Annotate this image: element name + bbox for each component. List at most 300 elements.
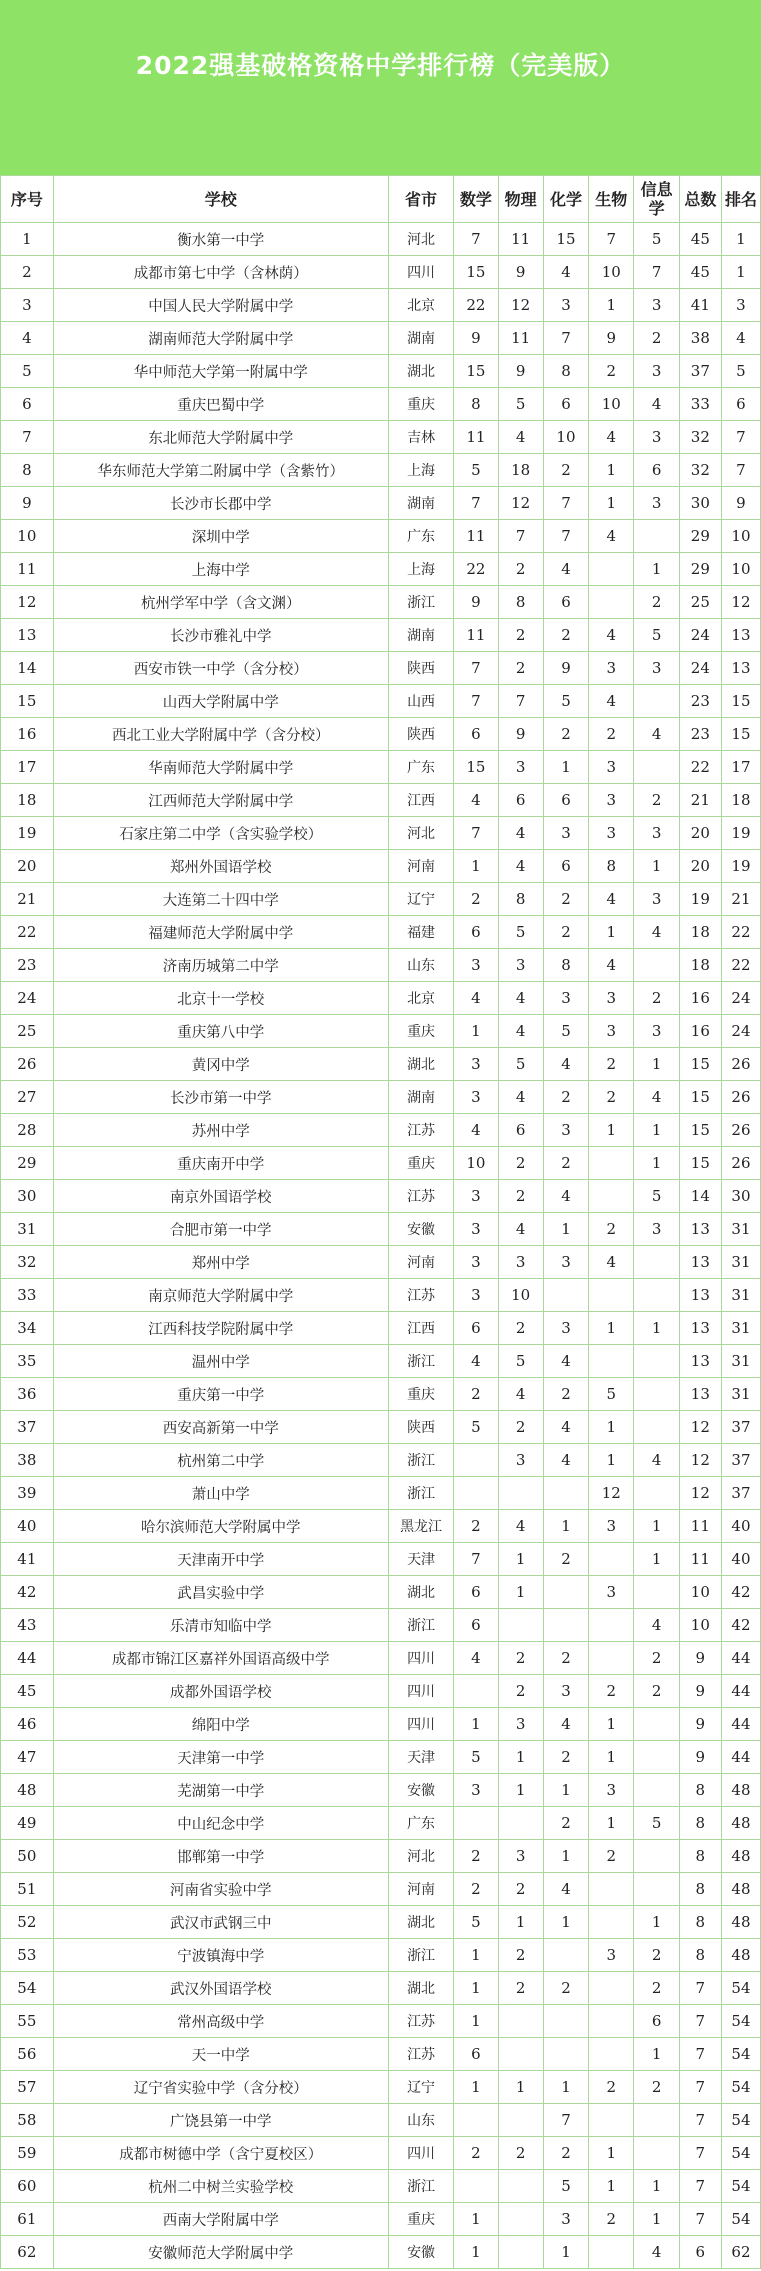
province: 浙江 (388, 1477, 453, 1510)
informatics-count: 7 (634, 256, 679, 289)
province: 吉林 (388, 421, 453, 454)
physics-count: 4 (498, 1378, 543, 1411)
rank: 48 (721, 1939, 760, 1972)
informatics-count: 3 (634, 289, 679, 322)
physics-count: 4 (498, 1015, 543, 1048)
school-name: 西北工业大学附属中学（含分校） (53, 718, 388, 751)
physics-count (498, 2236, 543, 2269)
math-count: 3 (454, 1048, 498, 1081)
table-row (1, 1015, 761, 1048)
biology-count: 1 (589, 1708, 634, 1741)
header-rank: 排名 (721, 176, 760, 223)
school-name: 华南师范大学附属中学 (53, 751, 388, 784)
chemistry-count: 4 (543, 256, 588, 289)
math-count (454, 2104, 498, 2137)
biology-count (589, 2236, 634, 2269)
total-count: 25 (679, 586, 721, 619)
chemistry-count: 2 (543, 1543, 588, 1576)
biology-count (589, 1642, 634, 1675)
province: 四川 (388, 1675, 453, 1708)
physics-count: 2 (498, 1312, 543, 1345)
math-count: 5 (454, 454, 498, 487)
biology-count: 4 (589, 949, 634, 982)
total-count: 13 (679, 1345, 721, 1378)
informatics-count: 1 (634, 553, 679, 586)
chemistry-count: 10 (543, 421, 588, 454)
province: 四川 (388, 2137, 453, 2170)
informatics-count (634, 1708, 679, 1741)
row-index: 7 (1, 421, 54, 454)
table-row (1, 1279, 761, 1312)
title-banner (0, 0, 761, 175)
biology-count: 3 (589, 817, 634, 850)
informatics-count: 3 (634, 1213, 679, 1246)
table-row (1, 718, 761, 751)
province: 四川 (388, 1708, 453, 1741)
math-count: 1 (454, 850, 498, 883)
chemistry-count: 2 (543, 916, 588, 949)
physics-count (498, 2005, 543, 2038)
biology-count: 2 (589, 2071, 634, 2104)
row-index: 42 (1, 1576, 54, 1609)
physics-count: 11 (498, 223, 543, 256)
table-row (1, 2104, 761, 2137)
chemistry-count: 8 (543, 949, 588, 982)
province: 山东 (388, 949, 453, 982)
rank: 31 (721, 1312, 760, 1345)
math-count: 7 (454, 685, 498, 718)
informatics-count (634, 1774, 679, 1807)
chemistry-count (543, 1939, 588, 1972)
row-index: 3 (1, 289, 54, 322)
physics-count: 8 (498, 883, 543, 916)
row-index: 60 (1, 2170, 54, 2203)
rank: 26 (721, 1114, 760, 1147)
rank: 10 (721, 520, 760, 553)
physics-count: 1 (498, 1543, 543, 1576)
school-name: 长沙市长郡中学 (53, 487, 388, 520)
total-count: 29 (679, 553, 721, 586)
biology-count: 1 (589, 1114, 634, 1147)
school-name: 南京外国语学校 (53, 1180, 388, 1213)
school-name: 绵阳中学 (53, 1708, 388, 1741)
math-count: 4 (454, 784, 498, 817)
table-header (1, 176, 761, 223)
rank: 42 (721, 1576, 760, 1609)
province: 河北 (388, 223, 453, 256)
math-count (454, 2170, 498, 2203)
total-count: 15 (679, 1114, 721, 1147)
province: 陕西 (388, 652, 453, 685)
rank: 54 (721, 2170, 760, 2203)
math-count: 10 (454, 1147, 498, 1180)
school-name: 天一中学 (53, 2038, 388, 2071)
province: 河南 (388, 1873, 453, 1906)
total-count: 24 (679, 652, 721, 685)
row-index: 4 (1, 322, 54, 355)
row-index: 55 (1, 2005, 54, 2038)
chemistry-count (543, 2005, 588, 2038)
row-index: 26 (1, 1048, 54, 1081)
biology-count: 2 (589, 1675, 634, 1708)
row-index: 24 (1, 982, 54, 1015)
table-row (1, 1741, 761, 1774)
math-count: 6 (454, 718, 498, 751)
school-name: 成都外国语学校 (53, 1675, 388, 1708)
physics-count: 7 (498, 520, 543, 553)
chemistry-count: 7 (543, 487, 588, 520)
math-count: 5 (454, 1741, 498, 1774)
biology-count (589, 2005, 634, 2038)
total-count: 8 (679, 1807, 721, 1840)
total-count: 18 (679, 916, 721, 949)
table-row (1, 421, 761, 454)
biology-count: 4 (589, 883, 634, 916)
row-index: 50 (1, 1840, 54, 1873)
physics-count: 18 (498, 454, 543, 487)
row-index: 17 (1, 751, 54, 784)
chemistry-count: 3 (543, 1675, 588, 1708)
school-name: 广饶县第一中学 (53, 2104, 388, 2137)
math-count (454, 1444, 498, 1477)
physics-count: 2 (498, 1972, 543, 2005)
rank: 37 (721, 1444, 760, 1477)
informatics-count: 1 (634, 850, 679, 883)
physics-count: 5 (498, 388, 543, 421)
school-name: 成都市锦江区嘉祥外国语高级中学 (53, 1642, 388, 1675)
chemistry-count: 7 (543, 520, 588, 553)
row-index: 5 (1, 355, 54, 388)
total-count: 32 (679, 421, 721, 454)
school-name: 东北师范大学附属中学 (53, 421, 388, 454)
biology-count (589, 2038, 634, 2071)
biology-count: 3 (589, 751, 634, 784)
total-count: 7 (679, 2170, 721, 2203)
table-row (1, 322, 761, 355)
row-index: 61 (1, 2203, 54, 2236)
school-name: 宁波镇海中学 (53, 1939, 388, 1972)
school-name: 华中师范大学第一附属中学 (53, 355, 388, 388)
total-count: 21 (679, 784, 721, 817)
informatics-count (634, 1840, 679, 1873)
table-row (1, 685, 761, 718)
informatics-count: 1 (634, 1312, 679, 1345)
rank: 48 (721, 1807, 760, 1840)
school-name: 天津第一中学 (53, 1741, 388, 1774)
chemistry-count: 2 (543, 454, 588, 487)
table-row (1, 1114, 761, 1147)
biology-count: 1 (589, 2170, 634, 2203)
rank: 4 (721, 322, 760, 355)
total-count: 13 (679, 1246, 721, 1279)
row-index: 46 (1, 1708, 54, 1741)
math-count: 7 (454, 652, 498, 685)
school-name: 长沙市第一中学 (53, 1081, 388, 1114)
province: 浙江 (388, 586, 453, 619)
chemistry-count: 1 (543, 2236, 588, 2269)
informatics-count: 3 (634, 1015, 679, 1048)
physics-count: 1 (498, 1774, 543, 1807)
table-row (1, 1873, 761, 1906)
informatics-count: 2 (634, 1675, 679, 1708)
province: 天津 (388, 1741, 453, 1774)
province: 上海 (388, 553, 453, 586)
math-count: 3 (454, 1180, 498, 1213)
school-name: 郑州中学 (53, 1246, 388, 1279)
table-row (1, 2203, 761, 2236)
biology-count: 5 (589, 1378, 634, 1411)
physics-count: 3 (498, 1444, 543, 1477)
school-name: 重庆第一中学 (53, 1378, 388, 1411)
school-name: 合肥市第一中学 (53, 1213, 388, 1246)
biology-count: 3 (589, 1939, 634, 1972)
informatics-count: 1 (634, 1510, 679, 1543)
biology-count: 3 (589, 1576, 634, 1609)
math-count: 3 (454, 1081, 498, 1114)
total-count: 8 (679, 1840, 721, 1873)
school-name: 石家庄第二中学（含实验学校） (53, 817, 388, 850)
biology-count: 2 (589, 1840, 634, 1873)
province: 江苏 (388, 2038, 453, 2071)
math-count: 7 (454, 487, 498, 520)
informatics-count: 4 (634, 718, 679, 751)
province: 广东 (388, 751, 453, 784)
physics-count: 4 (498, 1510, 543, 1543)
school-name: 武昌实验中学 (53, 1576, 388, 1609)
chemistry-count: 2 (543, 1642, 588, 1675)
row-index: 35 (1, 1345, 54, 1378)
chemistry-count: 5 (543, 685, 588, 718)
rank: 15 (721, 718, 760, 751)
rank: 19 (721, 850, 760, 883)
table-row (1, 1444, 761, 1477)
row-index: 38 (1, 1444, 54, 1477)
informatics-count: 1 (634, 1114, 679, 1147)
informatics-count: 4 (634, 1444, 679, 1477)
total-count: 45 (679, 256, 721, 289)
informatics-count (634, 1345, 679, 1378)
chemistry-count: 4 (543, 1873, 588, 1906)
rank: 15 (721, 685, 760, 718)
math-count (454, 1807, 498, 1840)
biology-count: 7 (589, 223, 634, 256)
math-count (454, 1477, 498, 1510)
informatics-count (634, 2104, 679, 2137)
table-row (1, 2071, 761, 2104)
row-index: 53 (1, 1939, 54, 1972)
row-index: 45 (1, 1675, 54, 1708)
rank: 22 (721, 916, 760, 949)
province: 湖北 (388, 355, 453, 388)
province: 重庆 (388, 388, 453, 421)
total-count: 23 (679, 685, 721, 718)
row-index: 8 (1, 454, 54, 487)
table-row (1, 883, 761, 916)
chemistry-count: 3 (543, 1312, 588, 1345)
math-count: 7 (454, 1543, 498, 1576)
school-name: 华东师范大学第二附属中学（含紫竹） (53, 454, 388, 487)
row-index: 14 (1, 652, 54, 685)
header-province: 省市 (388, 176, 453, 223)
total-count: 16 (679, 1015, 721, 1048)
province: 湖北 (388, 1576, 453, 1609)
informatics-count: 1 (634, 2038, 679, 2071)
province: 江苏 (388, 2005, 453, 2038)
province: 上海 (388, 454, 453, 487)
rank: 54 (721, 2104, 760, 2137)
biology-count: 9 (589, 322, 634, 355)
biology-count: 10 (589, 256, 634, 289)
chemistry-count: 6 (543, 784, 588, 817)
total-count: 14 (679, 1180, 721, 1213)
table-row (1, 784, 761, 817)
biology-count: 12 (589, 1477, 634, 1510)
physics-count: 2 (498, 1642, 543, 1675)
rank: 31 (721, 1246, 760, 1279)
math-count: 9 (454, 322, 498, 355)
province: 湖南 (388, 322, 453, 355)
math-count: 6 (454, 916, 498, 949)
chemistry-count: 2 (543, 883, 588, 916)
rank: 48 (721, 1873, 760, 1906)
biology-count: 4 (589, 421, 634, 454)
table-row (1, 2236, 761, 2269)
math-count: 3 (454, 1279, 498, 1312)
total-count: 37 (679, 355, 721, 388)
informatics-count (634, 1576, 679, 1609)
informatics-count: 4 (634, 1081, 679, 1114)
province: 江苏 (388, 1180, 453, 1213)
row-index: 23 (1, 949, 54, 982)
table-row (1, 355, 761, 388)
physics-count: 4 (498, 982, 543, 1015)
rank: 40 (721, 1510, 760, 1543)
school-name: 安徽师范大学附属中学 (53, 2236, 388, 2269)
chemistry-count: 6 (543, 850, 588, 883)
school-name: 中国人民大学附属中学 (53, 289, 388, 322)
informatics-count (634, 520, 679, 553)
row-index: 54 (1, 1972, 54, 2005)
biology-count (589, 1972, 634, 2005)
total-count: 15 (679, 1048, 721, 1081)
total-count: 33 (679, 388, 721, 421)
physics-count: 4 (498, 1213, 543, 1246)
biology-count: 2 (589, 1081, 634, 1114)
chemistry-count: 1 (543, 1213, 588, 1246)
rank: 12 (721, 586, 760, 619)
total-count: 18 (679, 949, 721, 982)
school-name: 中山纪念中学 (53, 1807, 388, 1840)
header-physics: 物理 (498, 176, 543, 223)
table-body (1, 223, 761, 2269)
school-name: 芜湖第一中学 (53, 1774, 388, 1807)
school-name: 大连第二十四中学 (53, 883, 388, 916)
row-index: 39 (1, 1477, 54, 1510)
math-count: 3 (454, 1213, 498, 1246)
total-count: 20 (679, 817, 721, 850)
biology-count: 2 (589, 1048, 634, 1081)
biology-count (589, 1873, 634, 1906)
math-count: 15 (454, 256, 498, 289)
school-name: 萧山中学 (53, 1477, 388, 1510)
row-index: 58 (1, 2104, 54, 2137)
table-row (1, 850, 761, 883)
province: 安徽 (388, 1774, 453, 1807)
header-math: 数学 (454, 176, 498, 223)
table-row (1, 652, 761, 685)
rank: 18 (721, 784, 760, 817)
math-count: 2 (454, 2137, 498, 2170)
informatics-count: 2 (634, 982, 679, 1015)
header-chemistry: 化学 (543, 176, 588, 223)
total-count: 10 (679, 1576, 721, 1609)
chemistry-count: 4 (543, 1048, 588, 1081)
total-count: 9 (679, 1675, 721, 1708)
biology-count: 3 (589, 652, 634, 685)
math-count: 9 (454, 586, 498, 619)
school-name: 南京师范大学附属中学 (53, 1279, 388, 1312)
rank: 13 (721, 652, 760, 685)
table-row (1, 1675, 761, 1708)
biology-count: 1 (589, 454, 634, 487)
province: 浙江 (388, 1609, 453, 1642)
chemistry-count: 1 (543, 1774, 588, 1807)
total-count: 7 (679, 2005, 721, 2038)
total-count: 20 (679, 850, 721, 883)
biology-count (589, 1345, 634, 1378)
row-index: 19 (1, 817, 54, 850)
rank: 6 (721, 388, 760, 421)
province: 广东 (388, 1807, 453, 1840)
informatics-count (634, 1378, 679, 1411)
school-name: 辽宁省实验中学（含分校） (53, 2071, 388, 2104)
row-index: 27 (1, 1081, 54, 1114)
rank: 37 (721, 1477, 760, 1510)
school-name: 衡水第一中学 (53, 223, 388, 256)
province: 黑龙江 (388, 1510, 453, 1543)
total-count: 38 (679, 322, 721, 355)
informatics-count: 3 (634, 355, 679, 388)
table-row (1, 553, 761, 586)
total-count: 8 (679, 1873, 721, 1906)
chemistry-count: 3 (543, 1246, 588, 1279)
rank: 22 (721, 949, 760, 982)
province: 重庆 (388, 1015, 453, 1048)
rank: 40 (721, 1543, 760, 1576)
math-count: 22 (454, 289, 498, 322)
informatics-count: 5 (634, 1180, 679, 1213)
province: 河南 (388, 850, 453, 883)
math-count: 11 (454, 619, 498, 652)
school-name: 长沙市雅礼中学 (53, 619, 388, 652)
chemistry-count: 1 (543, 2071, 588, 2104)
chemistry-count: 6 (543, 388, 588, 421)
chemistry-count: 4 (543, 1708, 588, 1741)
table-row (1, 751, 761, 784)
informatics-count: 1 (634, 1147, 679, 1180)
informatics-count: 2 (634, 1972, 679, 2005)
math-count: 2 (454, 1510, 498, 1543)
table-row (1, 949, 761, 982)
province: 湖南 (388, 619, 453, 652)
table-row (1, 586, 761, 619)
chemistry-count: 5 (543, 1015, 588, 1048)
table-row (1, 2170, 761, 2203)
province: 辽宁 (388, 2071, 453, 2104)
chemistry-count (543, 1576, 588, 1609)
chemistry-count: 6 (543, 586, 588, 619)
informatics-count: 2 (634, 784, 679, 817)
